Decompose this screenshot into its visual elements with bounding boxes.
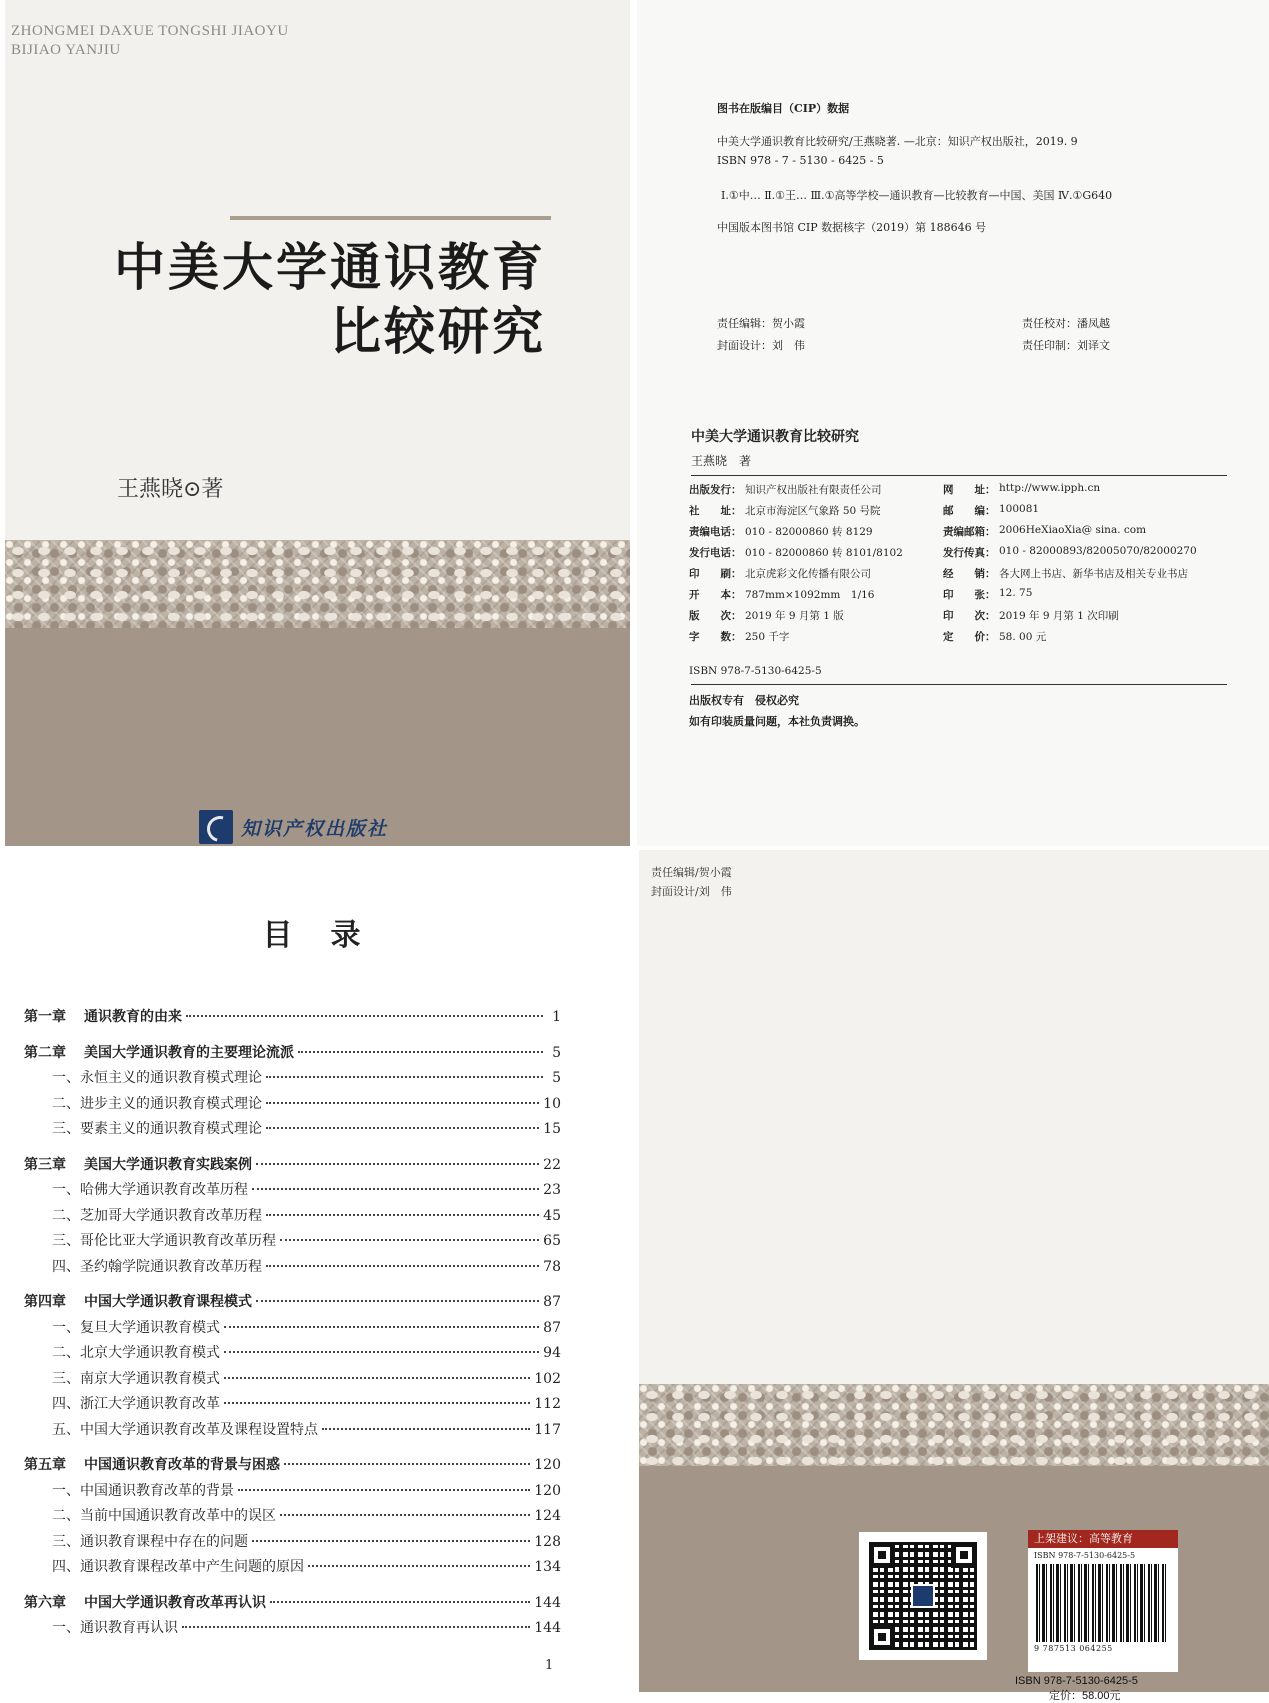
cover-designer: 封面设计：刘 伟 [717, 339, 805, 352]
toc-entry-label [24, 1505, 276, 1525]
toc-chapter-entry [24, 1006, 561, 1026]
toc-entry-title: 三、通识教育课程中存在的问题 [52, 1533, 248, 1550]
back-isbn: ISBN 978-7-5130-6425-5 [1015, 1675, 1138, 1687]
back-cover [639, 850, 1269, 1702]
publisher-logo-icon [199, 810, 233, 844]
qr-finder-top-right [951, 1542, 977, 1568]
copyright-page [637, 0, 1269, 846]
lace-pattern-band [5, 540, 630, 628]
toc-page-number: 144 [534, 1620, 561, 1636]
toc-section-entry [24, 1317, 561, 1337]
cip-line2: ISBN 978 - 7 - 5130 - 6425 - 5 [717, 154, 884, 167]
cover-title-line1: 中美大学通识教育 [113, 238, 546, 298]
info-value: http://www.ipph.cn [999, 482, 1101, 494]
info-key: 印 次： [943, 610, 996, 622]
toc-chapter-entry [24, 1291, 561, 1311]
info-row [689, 587, 1249, 609]
info-value: 2006HeXiaoXia@ sina. com [999, 524, 1147, 536]
toc-page-number: 120 [534, 1457, 561, 1473]
info-value: 北京虎彩文化传播有限公司 [745, 568, 871, 580]
toc-page-number: 45 [543, 1207, 561, 1224]
info-row [689, 566, 1249, 588]
toc-entry-title: 二、当前中国通识教育改革中的误区 [52, 1508, 276, 1524]
info-key: 经 销： [943, 568, 996, 580]
toc-entry-label [24, 1393, 220, 1413]
toc-leader-dots [224, 1377, 530, 1379]
toc-section-entry [24, 1617, 561, 1637]
cip-number: 中国版本图书馆 CIP 数据核字（2019）第 188646 号 [717, 221, 987, 234]
toc-entry-title: 三、哥伦比亚大学通识教育改革历程 [52, 1233, 276, 1249]
toc-chapter-number: 第一章 [24, 1009, 66, 1025]
info-value: 知识产权出版社有限责任公司 [745, 484, 882, 496]
toc-page-number: 102 [534, 1370, 561, 1387]
toc-chapter-number: 第五章 [24, 1457, 66, 1473]
responsible-editor: 责任编辑：贺小霞 [717, 317, 805, 330]
toc-entry-label [24, 1342, 220, 1362]
qr-center-logo-icon [911, 1584, 935, 1608]
toc-page-number: 1 [552, 1009, 561, 1025]
toc-entry-title: 中国大学通识教育课程模式 [84, 1294, 252, 1310]
price: 定价：58.00元 [1049, 1690, 1121, 1702]
toc-entry-label [24, 1179, 248, 1199]
toc-entry-title: 二、芝加哥大学通识教育改革历程 [52, 1207, 262, 1224]
info-key: 责编电话： [689, 526, 742, 538]
quality-notice: 如有印装质量问题，本社负责调换。 [689, 715, 865, 728]
toc-entry-label [24, 1230, 276, 1250]
toc-entry-label [24, 1256, 262, 1276]
toc-page-number: 128 [534, 1533, 561, 1550]
toc-leader-dots [256, 1300, 539, 1302]
toc-leader-dots [266, 1102, 539, 1104]
toc-entry-title: 一、永恒主义的通识教育模式理论 [52, 1070, 262, 1086]
info-key: 邮 编： [943, 505, 996, 517]
info-key: 字 数： [689, 631, 742, 643]
info-top-rule [691, 475, 1227, 476]
toc-page-number: 144 [534, 1594, 561, 1611]
info-value: 2019 年 9 月第 1 版 [745, 610, 844, 622]
toc-page-number: 87 [543, 1294, 561, 1310]
toc-page-number: 10 [543, 1095, 561, 1112]
toc-leader-dots [224, 1351, 539, 1353]
isbn-barcode-box [1028, 1530, 1178, 1672]
isbn-small-label: ISBN 978-7-5130-6425-5 [1034, 1551, 1136, 1560]
shelf-suggestion: 上架建议：高等教育 [1028, 1530, 1178, 1548]
info-key: 印 刷： [689, 568, 742, 580]
toc-entry-label [24, 1291, 252, 1311]
toc-entry-title: 三、南京大学通识教育模式 [52, 1370, 220, 1387]
toc-leader-dots [270, 1601, 530, 1603]
info-value: 250 千字 [745, 631, 790, 643]
info-value: 100081 [999, 503, 1040, 515]
toc-section-entry [24, 1093, 561, 1113]
toc-leader-dots [284, 1463, 530, 1465]
cover-author: 王燕晓⊙著 [117, 477, 224, 502]
toc-entry-label [24, 1617, 178, 1637]
toc-entry-label [24, 1093, 262, 1113]
cip-classification: Ⅰ.①中… Ⅱ.①王… Ⅲ.①高等学校—通识教育—比较教育—中国、美国 Ⅳ.①G640 [721, 189, 1113, 202]
toc-leader-dots [266, 1076, 543, 1078]
toc-section-entry [24, 1480, 561, 1500]
toc-entry-title: 一、通识教育再认识 [52, 1620, 178, 1636]
toc-leader-dots [322, 1428, 530, 1430]
pinyin-line1: ZHONGMEI DAXUE TONGSHI JIAOYU [11, 23, 289, 39]
toc-entry-title: 一、复旦大学通识教育模式 [52, 1319, 220, 1336]
info-row [689, 524, 1249, 546]
toc-entry-label [24, 1042, 294, 1062]
toc-section-entry [24, 1393, 561, 1413]
qr-finder-top-left [869, 1542, 895, 1568]
info-row [689, 629, 1249, 651]
toc-page-number: 5 [552, 1070, 561, 1086]
toc-entry-title: 四、通识教育课程改革中产生问题的原因 [52, 1559, 304, 1575]
lace-pattern-band [639, 1384, 1269, 1466]
toc-leader-dots [256, 1163, 539, 1165]
toc-entry-label [24, 1480, 234, 1500]
info-row [689, 545, 1249, 567]
toc-entry-label [24, 1454, 280, 1474]
info-key: 发行电话： [689, 547, 742, 559]
back-designer-credit: 封面设计/刘 伟 [651, 885, 732, 898]
toc-entry-title: 二、北京大学通识教育模式 [52, 1345, 220, 1361]
toc-leader-dots [186, 1015, 543, 1017]
toc-leader-dots [252, 1188, 539, 1190]
toc-entry-label [24, 1205, 262, 1225]
responsible-proofreader: 责任校对：潘凤越 [1022, 317, 1110, 330]
toc-page-number: 23 [543, 1182, 561, 1198]
toc-leader-dots [252, 1540, 530, 1542]
pinyin-line2: BIJIAO YANJIU [11, 42, 121, 58]
info-key: 出版发行： [689, 484, 742, 496]
toc-page-number: 112 [534, 1396, 561, 1412]
barcode-icon [1036, 1564, 1168, 1642]
toc-page-number: 22 [543, 1156, 561, 1173]
info-key: 发行传真： [943, 547, 996, 559]
cip-heading: 图书在版编目（CIP）数据 [717, 102, 850, 115]
toc-page-number: 65 [543, 1233, 561, 1249]
toc-entry-label [24, 1556, 304, 1576]
info-key: 定 价： [943, 631, 996, 643]
toc-section-entry [24, 1205, 561, 1225]
toc-chapter-number: 第三章 [24, 1156, 66, 1173]
toc-leader-dots [224, 1326, 539, 1328]
toc-entry-title: 中国通识教育改革的背景与困惑 [84, 1457, 280, 1473]
toc-leader-dots [308, 1565, 530, 1567]
rights-notice: 出版权专有 侵权必究 [689, 694, 799, 707]
info-key: 网 址： [943, 484, 996, 496]
toc-entry-title: 中国大学通识教育改革再认识 [84, 1594, 266, 1611]
toc-entry-title: 二、进步主义的通识教育模式理论 [52, 1095, 262, 1112]
info-key: 开 本： [689, 589, 742, 601]
toc-section-entry [24, 1067, 561, 1087]
info-value: 010 - 82000893/82005070/82000270 [999, 545, 1197, 557]
qr-finder-bottom-left [869, 1624, 895, 1650]
toc-heading: 目录 [262, 918, 399, 953]
toc-leader-dots [266, 1265, 539, 1267]
toc-chapter-number: 第六章 [24, 1594, 66, 1611]
info-row [689, 503, 1249, 525]
pinyin-title [11, 22, 289, 60]
toc-entry-title: 美国大学通识教育实践案例 [84, 1156, 252, 1173]
toc-section-entry [24, 1505, 561, 1525]
toc-entry-title: 通识教育的由来 [84, 1009, 182, 1025]
info-row [689, 608, 1249, 630]
toc-section-entry [24, 1342, 561, 1362]
toc-page-number: 124 [534, 1508, 561, 1524]
toc-leader-dots [266, 1127, 539, 1129]
cip-line1: 中美大学通识教育比较研究/王燕晓著. —北京：知识产权出版社，2019. 9 [717, 135, 1078, 148]
toc-chapter-entry [24, 1154, 561, 1174]
copyright-isbn: ISBN 978-7-5130-6425-5 [689, 665, 822, 677]
info-row [689, 482, 1249, 504]
toc-section-entry [24, 1256, 561, 1276]
toc-entry-title: 三、要素主义的通识教育模式理论 [52, 1121, 262, 1137]
toc-entry-title: 五、中国大学通识教育改革及课程设置特点 [52, 1421, 318, 1438]
toc-page-number: 134 [534, 1559, 561, 1575]
toc-entry-title: 四、圣约翰学院通识教育改革历程 [52, 1258, 262, 1275]
toc-chapter-entry [24, 1454, 561, 1474]
toc-chapter-entry [24, 1592, 561, 1612]
qr-code-icon [859, 1532, 987, 1660]
publisher-name: 知识产权出版社 [241, 818, 389, 840]
toc-entry-label [24, 1006, 182, 1026]
toc-section-entry [24, 1230, 561, 1250]
toc-chapter-entry [24, 1042, 561, 1062]
toc-section-entry [24, 1368, 561, 1388]
barcode-digits: 9 787513 064255 [1034, 1644, 1113, 1653]
toc-leader-dots [182, 1626, 530, 1628]
toc-entry-label [24, 1368, 220, 1388]
toc-entry-label [24, 1118, 262, 1138]
toc-page-number: 78 [543, 1258, 561, 1275]
copyright-book-author: 王燕晓 著 [691, 454, 752, 468]
toc-leader-dots [224, 1402, 530, 1404]
title-rule [230, 216, 551, 220]
toc-entry-label [24, 1531, 248, 1551]
toc-section-entry [24, 1419, 561, 1439]
toc-entry-title: 四、浙江大学通识教育改革 [52, 1396, 220, 1412]
toc-page-number: 117 [534, 1421, 561, 1438]
info-value: 12. 75 [999, 587, 1033, 599]
toc-section-entry [24, 1179, 561, 1199]
toc-leader-dots [298, 1051, 543, 1053]
toc-page-number: 15 [543, 1121, 561, 1137]
toc-page-number: 94 [543, 1345, 561, 1361]
toc-entry-title: 美国大学通识教育的主要理论流派 [84, 1044, 294, 1061]
toc-page-number: 120 [534, 1482, 561, 1499]
info-value: 2019 年 9 月第 1 次印刷 [999, 610, 1119, 622]
toc-section-entry [24, 1556, 561, 1576]
info-value: 北京市海淀区气象路 50 号院 [745, 505, 881, 517]
toc-entry-title: 一、哈佛大学通识教育改革历程 [52, 1182, 248, 1198]
toc-entry-label [24, 1592, 266, 1612]
toc-section-entry [24, 1531, 561, 1551]
info-value: 各大网上书店、新华书店及相关专业书店 [999, 568, 1188, 580]
toc-entry-label [24, 1317, 220, 1337]
back-editor-credit: 责任编辑/贺小霞 [651, 866, 732, 879]
info-key: 责编邮箱： [943, 526, 996, 538]
info-value: 010 - 82000860 转 8101/8102 [745, 547, 903, 559]
toc-entry-title: 一、中国通识教育改革的背景 [52, 1482, 234, 1499]
toc-page [0, 850, 631, 1692]
toc-section-entry [24, 1118, 561, 1138]
info-key: 版 次： [689, 610, 742, 622]
copyright-book-title: 中美大学通识教育比较研究 [691, 429, 859, 445]
info-key: 社 址： [689, 505, 742, 517]
print-supervisor: 责任印制：刘译文 [1022, 339, 1110, 352]
toc-page-number: 87 [543, 1319, 561, 1336]
cover-title-line2: 比较研究 [329, 302, 546, 362]
toc-leader-dots [238, 1489, 530, 1491]
toc-entry-label [24, 1419, 318, 1439]
toc-leader-dots [266, 1214, 539, 1216]
page-number: 1 [545, 1658, 554, 1673]
front-cover [5, 0, 630, 846]
toc-entry-label [24, 1154, 252, 1174]
info-value: 787mm×1092mm 1/16 [745, 589, 875, 601]
toc-chapter-number: 第二章 [24, 1044, 66, 1061]
toc-leader-dots [280, 1239, 539, 1241]
info-value: 58. 00 元 [999, 631, 1047, 643]
info-value: 010 - 82000860 转 8129 [745, 526, 873, 538]
toc-page-number: 5 [552, 1044, 561, 1061]
toc-entry-label [24, 1067, 262, 1087]
info-bottom-rule [691, 684, 1227, 685]
info-key: 印 张： [943, 589, 996, 601]
toc-leader-dots [280, 1514, 530, 1516]
toc-chapter-number: 第四章 [24, 1294, 66, 1310]
